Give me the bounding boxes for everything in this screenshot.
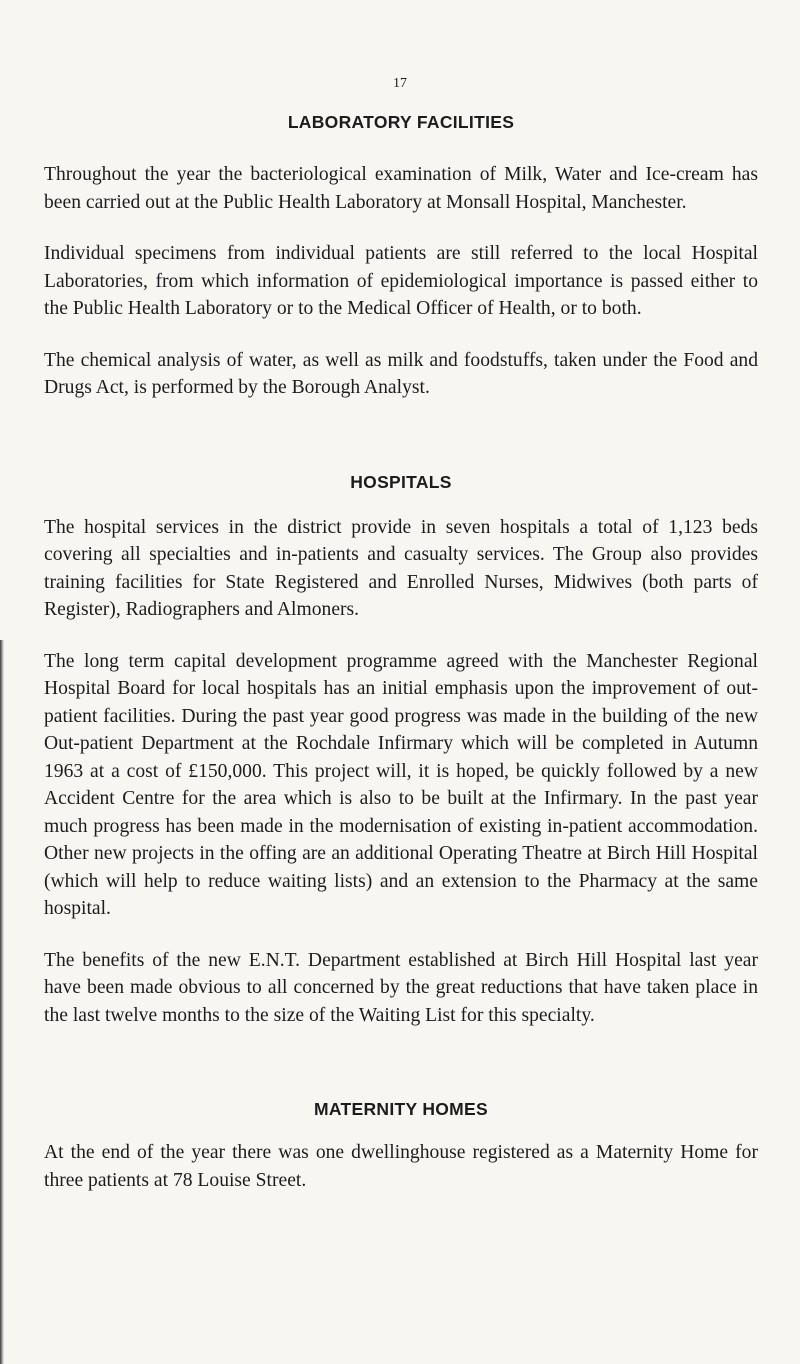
paragraph: The chemical analysis of water, as well as milk and foodstuffs, taken under the Food and Drugs Act, is performed by the Borough Analyst. xyxy=(44,349,758,398)
paragraph: Throughout the year the bacteriological examination of Milk, Water and Ice-cream has been carried out at the Public Health Laboratory at Monsall Hospital, Manchester. xyxy=(44,164,758,213)
section-laboratory-facilities xyxy=(44,112,758,402)
page-number: 17 xyxy=(393,76,407,91)
section-hospitals xyxy=(44,472,758,1030)
scan-edge-shadow xyxy=(0,640,4,1364)
section-maternity-homes xyxy=(44,1099,758,1194)
heading-maternity-homes: MATERNITY HOMES xyxy=(314,1099,488,1119)
paragraph: The hospital services in the district provide in seven hospitals a total of 1,123 beds covering all specialties and in-patients and casualty services. The Group also provides training facilities for State Registered and Enrolled Nurses, Midwives (both parts of Register), Radiographers and Almoners. xyxy=(44,516,758,620)
page-content xyxy=(44,112,758,1194)
paragraph: Individual specimens from individual patients are still referred to the local Hospital Laboratories, from which information of epidemiological importance is passed either to the Public Health Laboratory or to the Medical Officer of Health, or to both. xyxy=(44,243,758,319)
paragraph: The long term capital development programme agreed with the Manchester Regional Hospital Board for local hospitals has an initial emphasis upon the improvement of out-patient facilities. During the past year good progress was made in the building of the new Out-patient Department at the Rochdale Infirmary which will be completed in Autumn 1963 at a cost of £150,000. This project will, it is hoped, be quickly followed by a new Accident Centre for the area which is also to be built at the Infirmary. In the past year much progress has been made in the modernisation of existing in-patient accommodation. Other new projects in the offing are an additional Operating Theatre at Birch Hill Hospital (which will help to reduce waiting lists) and an extension to the Pharmacy at the same hospital. xyxy=(44,650,758,919)
paragraph: At the end of the year there was one dwellinghouse registered as a Maternity Home for three patients at 78 Louise Street. xyxy=(44,1142,758,1191)
heading-hospitals: HOSPITALS xyxy=(350,471,452,492)
heading-laboratory-facilities: LABORATORY FACILITIES xyxy=(287,112,515,132)
paragraph: The benefits of the new E.N.T. Department established at Birch Hill Hospital last year have been made obvious to all concerned by the great reductions that have taken place in the last twelve months to the size of the Waiting List for this specialty. xyxy=(44,949,758,1026)
